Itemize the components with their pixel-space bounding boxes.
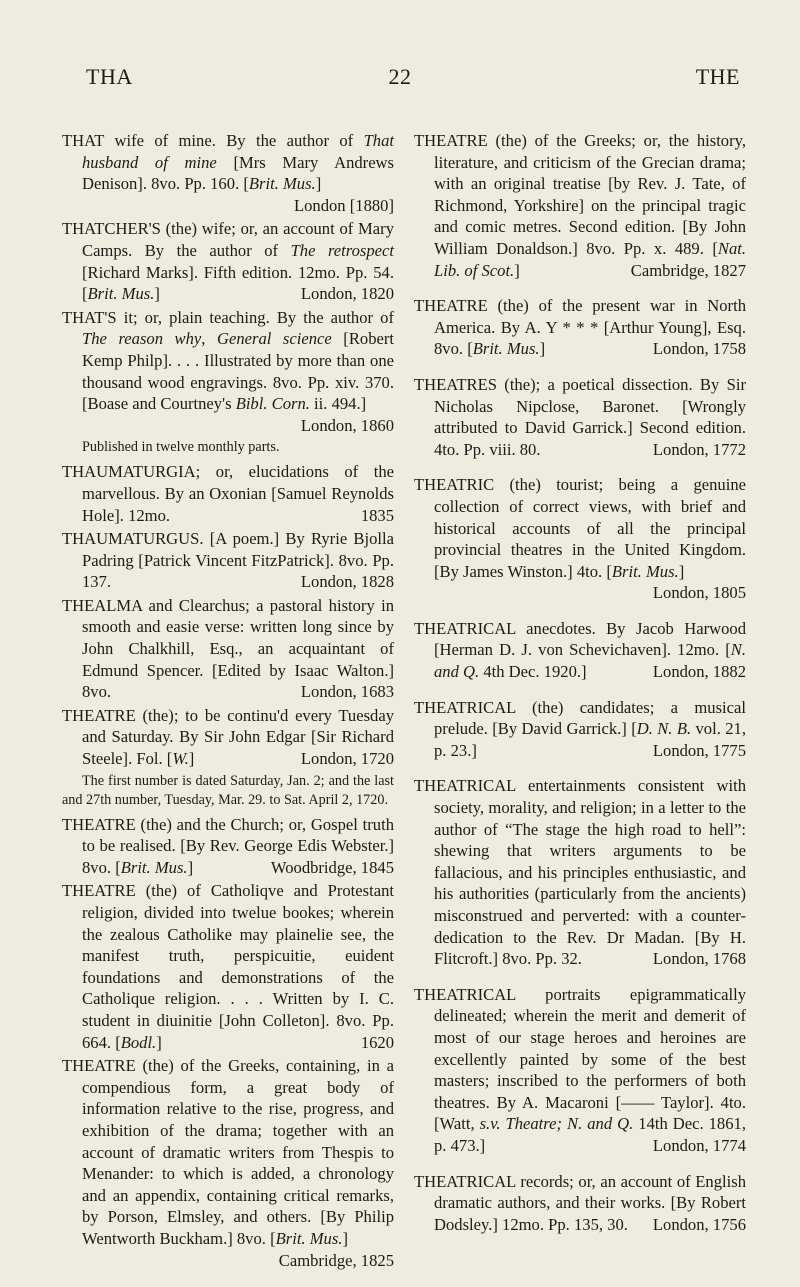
page-number: 22 xyxy=(388,64,412,89)
entry-italic-text: Brit. Mus. xyxy=(248,174,316,194)
entry-note: Published in twelve monthly parts. xyxy=(82,439,280,456)
bibliography-entry xyxy=(414,775,746,969)
entry-italic-text: Brit. Mus. xyxy=(87,284,155,304)
entry-italic-text: W. xyxy=(172,749,189,769)
entry-text: THEATRE (the) of the Greeks; or, the history, literature, and criticism of the Grecian drama; with an original treatise [by Rev. J. Tate, of Richmond, Yorkshire] on the principal tragic and comic metres. Second edition. [By John William Donaldson.] 8vo. Pp. x. 489. [ xyxy=(414,131,746,258)
entry-text: THAUMATURGIA; or, elucidations of the marvellous. By an Oxonian [Samuel Reynolds Hole]. 12mo. xyxy=(62,462,394,525)
entry-italic-text: General science xyxy=(216,329,332,349)
entry-text: THEATRE (the); to be continu'd every Tuesday and Saturday. By Sir John Edgar [Sir Richard Steele]. Fol. [ xyxy=(62,705,394,769)
entry-text: ] xyxy=(342,1228,348,1248)
bibliography-entry xyxy=(414,697,746,762)
bibliography-entry xyxy=(414,295,746,360)
entry-text: ] xyxy=(187,857,194,877)
entry-italic-text: D. N. B. xyxy=(636,719,692,739)
running-head-right: THE xyxy=(695,64,740,89)
entry-imprint: London, 1775 xyxy=(652,740,746,760)
entry-text: THEATRES (the); a poetical dissection. By Sir Nicholas Nipclose, Baronet. [Wrongly attributed to David Garrick.] Second edition. 4to. Pp. viii. 80. xyxy=(414,374,746,459)
entry-text: THEATRICAL records; or, an account of English dramatic authors, and their works. [By Robert Dodsley.] 12mo. Pp. 135, 30. xyxy=(414,1171,746,1234)
entry-italic-text: N. and Q. xyxy=(567,1114,634,1134)
entry-text: THEATRICAL entertainments consistent with society, morality, and religion; in a letter to the author of “The stage the high road to hell”: shewing that writers arguments to be fallacious, and his principles enthusiastic, and his authorities (particularly from the ancients) misconstrued and perverted: with a counter-dedication to the Rev. Dr Madan. [By H. Flitcroft.] 8vo. Pp. 32. xyxy=(414,776,746,969)
entry-note: The first number is dated Saturday, Jan. 2; and the last and 27th number, Tuesday, Mar. 29. to Sat. April 2, 1720. xyxy=(62,772,394,808)
entry-text: THAT wife of mine. By the author of xyxy=(62,131,364,150)
running-head-left: THA xyxy=(86,64,133,89)
bibliography-entry xyxy=(62,705,394,770)
bibliography-entry xyxy=(414,1171,746,1236)
entry-text: [Robert Kemp Philp]. . . . Illustrated by more than one thousand wood engravings. 8vo. Pp. xiv. 370. [Boase and Courtney's xyxy=(82,329,394,414)
entry-imprint: London, 1720 xyxy=(300,749,394,769)
entry-text: ii. 494.] xyxy=(309,394,367,414)
bibliography-entry xyxy=(414,984,746,1157)
entry-text: ] xyxy=(514,260,520,280)
entry-text: ] xyxy=(678,561,685,581)
entry-imprint: London, 1774 xyxy=(652,1135,746,1155)
entry-imprint: London, 1805 xyxy=(652,583,746,603)
entry-text: THEATRICAL anecdotes. By Jacob Harwood [Herman D. J. von Schevichaven]. 12mo. [ xyxy=(414,618,746,660)
entry-imprint: London, 1828 xyxy=(300,572,394,592)
entry-imprint: 1620 xyxy=(360,1032,394,1052)
entry-italic-text: Nat. Lib. of Scot. xyxy=(434,238,746,280)
entry-imprint: Cambridge, 1825 xyxy=(278,1250,394,1270)
left-column xyxy=(62,130,394,1273)
bibliography-entry xyxy=(62,880,394,1053)
bibliography-entry xyxy=(62,307,394,437)
entry-text: THEATRIC (the) tourist; being a genuine collection of correct views, with brief and historical accounts of all the principal provincial theatres in the United Kingdom. [By James Winston.] 4to. [ xyxy=(414,475,746,581)
bibliography-entry xyxy=(414,374,746,460)
entry-imprint: Cambridge, 1827 xyxy=(630,260,746,280)
entry-text: THATCHER'S (the) wife; or, an account of Mary Camps. By the author of xyxy=(62,219,394,260)
entry-text: THAT'S it; or, plain teaching. By the author of xyxy=(62,307,394,327)
entry-imprint: London, 1882 xyxy=(652,662,746,682)
bibliography-entry xyxy=(62,218,394,304)
entry-text: vol. 21, p. 23.] xyxy=(434,719,746,760)
bibliography-entry xyxy=(414,618,746,683)
entry-italic-text: N. and Q. xyxy=(434,640,746,682)
entry-text: ] xyxy=(156,1032,162,1052)
entry-text: ] xyxy=(188,749,195,769)
entry-text: THEATRE (the) and the Church; or, Gospel truth to be realised. [By Rev. George Edis Webster.] 8vo. [ xyxy=(62,814,394,877)
entry-text: [Mrs Mary Andrews Denison]. 8vo. Pp. 160. [ xyxy=(82,152,394,194)
entry-italic-text: The reason why xyxy=(82,329,202,349)
entry-text: THEATRE (the) of Catholiqve and Protestant religion, divided into twelue bookes; wherein the zealous Catholike may plainelie see, the manifest truth, perspicuitie, euident foundations and demonstrations of the Catholique religion. . . . Written by I. C. student in diuinitie [John Colleton]. 8vo. Pp. 664. [ xyxy=(62,881,394,1052)
right-column xyxy=(414,130,746,1237)
entry-imprint: London, 1860 xyxy=(300,415,394,435)
entry-text: ] xyxy=(315,174,322,194)
entry-imprint: London [1880] xyxy=(293,195,394,215)
entry-italic-text: That husband of mine xyxy=(82,131,394,172)
entry-text: [Richard Marks]. Fifth edition. 12mo. Pp. 54. [ xyxy=(82,262,394,304)
entry-italic-text: Bodl. xyxy=(120,1032,157,1052)
entry-imprint: London, 1756 xyxy=(652,1214,746,1234)
entry-imprint: London, 1772 xyxy=(652,439,746,459)
entry-imprint: London, 1820 xyxy=(300,284,394,304)
entry-italic-text: Brit. Mus. xyxy=(611,561,679,581)
entry-italic-text: Bibl. Corn. xyxy=(235,394,310,414)
entry-imprint: London, 1758 xyxy=(652,339,746,359)
bibliography-entry xyxy=(414,474,746,604)
entry-imprint: London, 1768 xyxy=(652,949,746,969)
entry-italic-text: Brit. Mus. xyxy=(120,857,188,877)
entry-text: 4th Dec. 1920.] xyxy=(479,662,587,682)
entry-italic-text: Brit. Mus. xyxy=(275,1228,343,1248)
entry-italic-text: The retrospect xyxy=(290,240,394,260)
entry-text: 14th Dec. 1861, p. 473.] xyxy=(434,1114,746,1155)
bibliography-entry xyxy=(62,595,394,703)
bibliography-entry xyxy=(62,130,394,216)
entry-text: THEATRICAL (the) candidates; a musical prelude. [By David Garrick.] [ xyxy=(414,697,746,739)
entry-text: ] xyxy=(539,339,546,359)
bibliography-entry xyxy=(62,528,394,593)
entry-italic-text: Brit. Mus. xyxy=(472,339,540,359)
bibliography-entry xyxy=(414,130,746,281)
entry-text: THEATRE (the) of the present war in North America. By A. Y * * * [Arthur Young], Esq. 8vo. [ xyxy=(414,296,746,359)
entry-text: ] xyxy=(154,284,160,304)
entry-text: THEALMA and Clearchus; a pastoral history in smooth and easie verse: written long since by John Chalkhill, Esq., an acquaintant of Edmund Spencer. [Edited by Isaac Walton.] 8vo. xyxy=(62,595,394,702)
bibliography-entry xyxy=(62,814,394,879)
bibliography-entry xyxy=(62,461,394,526)
entry-imprint: 1835 xyxy=(360,505,394,525)
entry-imprint: London, 1683 xyxy=(300,682,394,702)
entry-text: THEATRICAL portraits epigrammatically delineated; wherein the merit and demerit of most of our stage heroes and heroines are excellently painted by some of the best masters; inscribed to the performers of both theatres. By A. Macaroni [—— Taylor]. 4to. [Watt, xyxy=(414,984,746,1134)
entry-italic-text: s.v. Theatre; xyxy=(479,1114,563,1134)
entry-imprint: Woodbridge, 1845 xyxy=(270,857,394,877)
entry-text: , xyxy=(201,329,217,349)
bibliography-entry xyxy=(62,1055,394,1271)
entry-text: THAUMATURGUS. [A poem.] By Ryrie Bjolla Padring [Patrick Vincent FitzPatrick]. 8vo. Pp. 137. xyxy=(62,529,394,592)
entry-text: THEATRE (the) of the Greeks, containing, in a compendious form, a great body of information relative to the rise, progress, and exhibition of the drama; together with an account of dramatic writers from Thespis to Menander: to which is added, a chronology and an appendix, containing critical remarks, by Porson, Elmsley, and others. [By Philip Wentworth Buckham.] 8vo. [ xyxy=(62,1056,394,1248)
